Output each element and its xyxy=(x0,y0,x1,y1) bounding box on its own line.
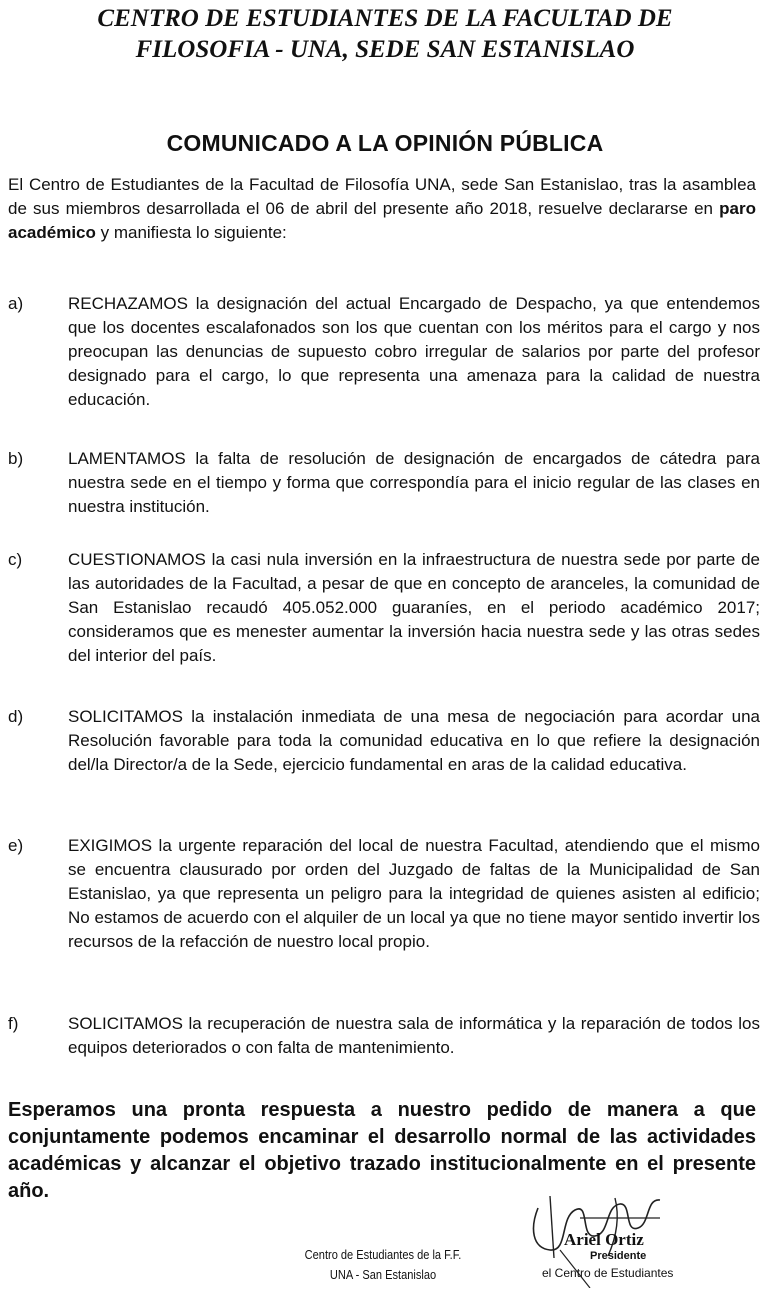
signatory-name: Ariel Ortiz xyxy=(564,1230,644,1249)
signature-block xyxy=(520,1188,740,1288)
list-item-b xyxy=(8,447,760,519)
letterhead xyxy=(0,0,770,65)
stamp-line-2: UNA - San Estanislao xyxy=(329,1267,437,1282)
list-item-letter: a) xyxy=(8,294,24,313)
list-item-text: LAMENTAMOS la falta de resolución de designación de encargados de cátedra para nuestra sede en el tiempo y forma que correspondía para el inicio regular de las clases en nuestra institución. xyxy=(68,449,760,516)
list-item-text: EXIGIMOS la urgente reparación del local de nuestra Facultad, atendiendo que el mismo se encuentra clausurado por orden del Juzgado de faltas de la Municipalidad de San Estanislao, ya que representa un peligro para la integridad de quienes asisten al edificio; No estamos de acuerdo con el alquiler de un local ya que no tiene mayor sentido invertir los recursos de la refacción de nuestro local propio. xyxy=(68,836,760,951)
list-item-d xyxy=(8,705,760,777)
intro-text-end: y manifiesta lo siguiente: xyxy=(95,223,287,242)
list-item-e xyxy=(8,834,760,954)
intro-text-start: El Centro de Estudiantes de la Facultad de Filosofía UNA, sede San Estanislao, tras la asamblea de sus miembros desarrollada el 06 de abril del presente año 2018, resuelve declararse en xyxy=(8,175,756,218)
signatory-organization: el Centro de Estudiantes xyxy=(542,1266,674,1280)
signatory-role: Presidente xyxy=(590,1250,647,1262)
letterhead-line-1: CENTRO DE ESTUDIANTES DE LA FACULTAD DE xyxy=(97,5,673,32)
list-item-text: SOLICITAMOS la recuperación de nuestra sala de informática y la reparación de todos los equipos deteriorados o con falta de mantenimiento. xyxy=(68,1014,760,1057)
list-item-text: CUESTIONAMOS la casi nula inversión en la infraestructura de nuestra sede por parte de las autoridades de la Facultad, a pesar de que en concepto de aranceles, la comunidad de San Estanislao recaudó 405.052.000 guaraníes, en el periodo académico 2017; consideramos que es menester aumentar la inversión hacia nuestra sede y las otras sedes del interior del país. xyxy=(68,550,760,665)
list-item-letter: e) xyxy=(8,836,24,855)
list-item-letter: c) xyxy=(8,550,23,569)
closing-paragraph: Esperamos una pronta respuesta a nuestro pedido de manera a que conjuntamente podemos encaminar el desarrollo normal de las actividades académicas y alcanzar el objetivo trazado institucionalmente en el presente año. xyxy=(8,1099,756,1202)
stamp-line-1: Centro de Estudiantes de la F.F. xyxy=(304,1247,462,1262)
letterhead-line-2: FILOSOFIA - UNA, SEDE SAN ESTANISLAO xyxy=(135,36,635,63)
intro-paragraph xyxy=(8,173,756,245)
list-item-f xyxy=(8,1012,760,1060)
list-item-letter: b) xyxy=(8,449,24,468)
list-item-a xyxy=(8,292,760,412)
intro-bold-text: paro académico xyxy=(8,199,756,242)
list-item-text: RECHAZAMOS la designación del actual Encargado de Despacho, ya que entendemos que los docentes escalafonados son los que cuentan con los méritos para el cargo y nos preocupan las denuncias de supuesto cobro irregular de salarios por parte del profesor designado para el cargo, lo que representa una amenaza para la calidad de nuestra educación. xyxy=(68,294,760,409)
list-item-c xyxy=(8,548,760,668)
institution-stamp xyxy=(298,1245,468,1285)
list-item-letter: f) xyxy=(8,1014,19,1033)
list-item-letter: d) xyxy=(8,707,24,726)
document-title: COMUNICADO A LA OPINIÓN PÚBLICA xyxy=(166,130,604,156)
list-item-text: SOLICITAMOS la instalación inmediata de una mesa de negociación para acordar una Resolución favorable para toda la comunidad educativa en lo que refiere la designación del/la Director/a de la Sede, ejercicio fundamental en aras de la calidad educativa. xyxy=(68,707,760,774)
